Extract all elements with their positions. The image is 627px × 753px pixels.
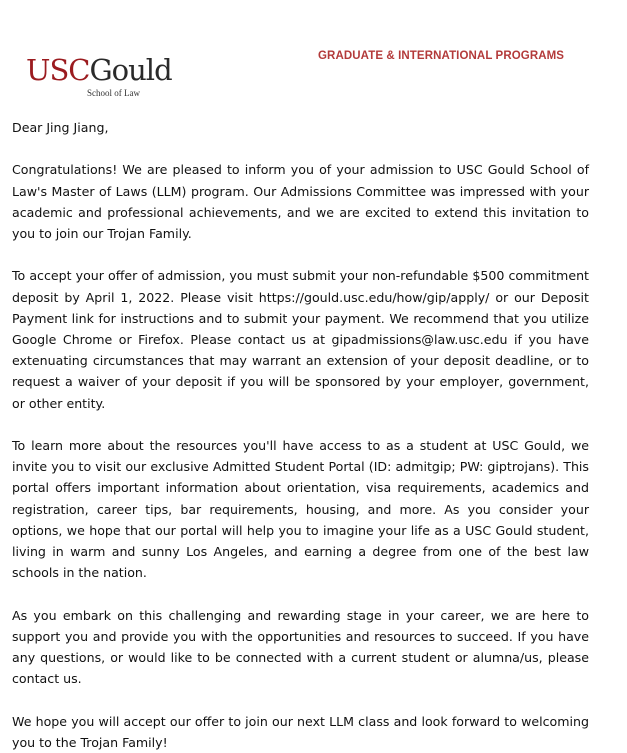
paragraph-support: As you embark on this challenging and rewarding stage in your career, we are here to support you and provide you with the opportunities and resources to succeed. If you have any questions, or would like to be connected with a current student or alumna/us, please contact us. (12, 607, 589, 687)
logo-subtitle: School of Law (87, 88, 140, 98)
logo-gould-text: Gould (89, 53, 172, 87)
logo-usc-text: USC (26, 53, 90, 87)
paragraph-portal: To learn more about the resources you'll have access to as a student at USC Gould, we invite you to visit our exclusive Admitted Student Portal (ID: admitgip; PW: giptrojans). This portal offers important information about orientation, visa requirements, academics and registration, career tips, bar requirements, housing, and more. As you consider your options, we hope that our portal will help you to imagine your life as a USC Gould student, living in warm and sunny Los Angeles, and earning a degree from one of the best law schools in the nation. (12, 438, 589, 581)
paragraph-closing: We hope you will accept our offer to join our next LLM class and look forward to welcoming you to the Trojan Family! (12, 713, 589, 750)
paragraph-deposit: To accept your offer of admission, you must submit your non-refundable $500 commitment deposit by April 1, 2022. Please visit https://gould.usc.edu/how/gip/apply/ or our Deposit Payment link for instructions and to submit your payment. We recommend that you utilize Google Chrome or Firefox. Please contact us at gipadmissions@law.usc.edu if you have extenuating circumstances that may warrant an extension of your deposit deadline, or to request a waiver of your deposit if you will be sponsored by your employer, government, or other entity. (12, 268, 589, 411)
salutation: Dear Jing Jiang, (12, 120, 109, 135)
letter-body (12, 117, 589, 753)
paragraph-congratulations: Congratulations! We are pleased to inform you of your admission to USC Gould School of Law's Master of Laws (LLM) program. Our Admissions Committee was impressed with your academic and professional achievements, and we are excited to extend this invitation to you to join our Trojan Family. (12, 162, 589, 241)
letterhead (0, 0, 627, 110)
usc-gould-logo (26, 53, 176, 103)
department-title: GRADUATE & INTERNATIONAL PROGRAMS (318, 50, 565, 62)
logo-wordmark (26, 53, 172, 87)
